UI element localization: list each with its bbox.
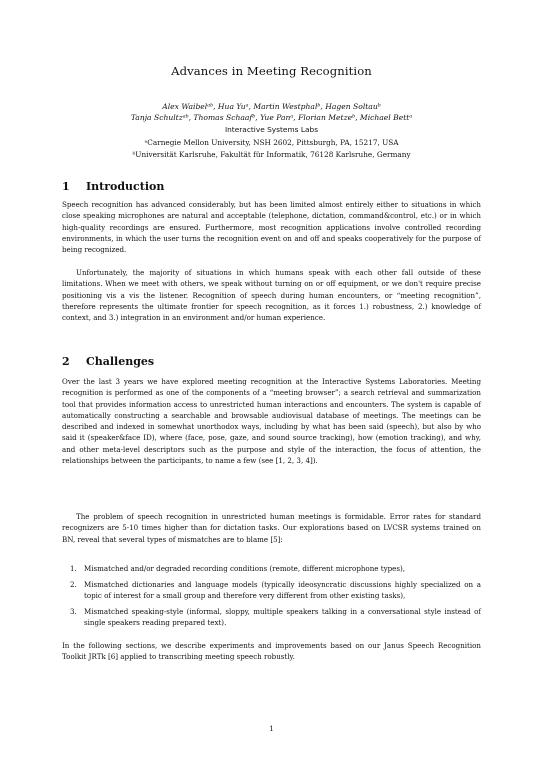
paragraph: The problem of speech recognition in unrestricted human meetings is formidable. Error rates for standard recognizers are 5-10 times higher than for dictation tasks. Our explorations based on LVCSR systems trained on BN, reveal that several types of mismatches are to blame [5]: — [62, 512, 481, 544]
section-number: 2 — [62, 355, 70, 368]
page-number: 1 — [269, 724, 274, 733]
list-number: 1. — [70, 564, 77, 573]
section-number: 1 — [62, 180, 70, 193]
list-item — [62, 563, 481, 574]
mismatch-list — [62, 563, 481, 633]
paper-title: Advances in Meeting Recognition — [171, 64, 372, 78]
paragraph: Speech recognition has advanced considerably, but has been limited almost entirely either to situations in which close speaking microphones are natural and acceptable (telephone, dictation, command&control, etc.) or in which high-quality recordings are ensured. Furthermore, most recognition applications involve controlled recording environments, in which the user turns the recognition event on and off and speaks cooperatively for the purpose of being recognized. — [62, 200, 481, 255]
list-number: 3. — [70, 606, 77, 616]
affiliation-karlsruhe: ᵇUniversität Karlsruhe, Fakultät für Informatik, 76128 Karlsruhe, Germany — [132, 150, 411, 159]
paragraph: In the following sections, we describe experiments and improvements based on our Janus Speech Recognition Toolkit JRTk [6] applied to transcribing meeting speech robustly. — [62, 641, 481, 662]
affiliation-cmu: ᵃCarnegie Mellon University, NSH 2602, Pittsburgh, PA, 15217, USA — [144, 138, 399, 147]
list-item-text: Mismatched dictionaries and language models (typically ideosyncratic discussions highly specialized on a topic of interest for a small group and therefore very different from other existing tasks), — [84, 579, 481, 601]
list-item — [62, 579, 481, 602]
list-number: 2. — [70, 579, 77, 589]
list-item-text: Mismatched speaking-style (informal, sloppy, multiple speakers talking in a conversational style instead of single speakers reading prepared text). — [84, 606, 481, 628]
paragraph: Unfortunately, the majority of situations in which humans speak with each other fall outside of these limitations. When we meet with others, we speak without turning on or off equipment, or we don't require precise positioning vis a vis the listener. Recognition of speech during human encounters, or “meeting recognition”, therefore represents the ultimate frontier for speech recognition, as it forces 1.) robustness, 2.) knowledge of context, and 3.) integration in an environment and/or human experience. — [62, 268, 481, 323]
section-title: Introduction — [86, 180, 165, 193]
lab-name: Interactive Systems Labs — [224, 125, 319, 134]
section-heading-introduction — [62, 180, 164, 193]
list-item — [62, 606, 481, 629]
paragraph: Over the last 3 years we have explored meeting recognition at the Interactive Systems Laboratories. Meeting recognition is performed as one of the components of a “meeting browser”; a search retrieval and summarization tool that provides information access to unrestricted human interactions and encounters. The system is capable of automatically constructing a searchable and browsable audiovisual database of meetings. The meetings can be described and indexed in somewhat unorthodox ways, including by what has been said (speech), but also by who said it (speaker&face ID), where (face, pose, gaze, and sound source tracking), how (emotion tracking), and why, and other meta-level descriptors such as the purpose and style of the interaction, the focus of attention, the relationships between the participants, to name a few (see [1, 2, 3, 4]). — [62, 377, 481, 466]
author-line-2: Tanja Schultzᵃᵇ, Thomas Schaafᵇ, Yue Panᵃ, Florian Metzeᵇ, Michael Bettᵃ — [130, 113, 413, 122]
section-heading-challenges — [62, 355, 154, 368]
author-line-1: Alex Waibelᵃᵇ, Hua Yuᵃ, Martin Westphalᵇ, Hagen Soltauᵇ — [162, 102, 381, 111]
list-item-text: Mismatched and/or degraded recording conditions (remote, different microphone types), — [84, 564, 405, 573]
section-title: Challenges — [86, 355, 155, 368]
